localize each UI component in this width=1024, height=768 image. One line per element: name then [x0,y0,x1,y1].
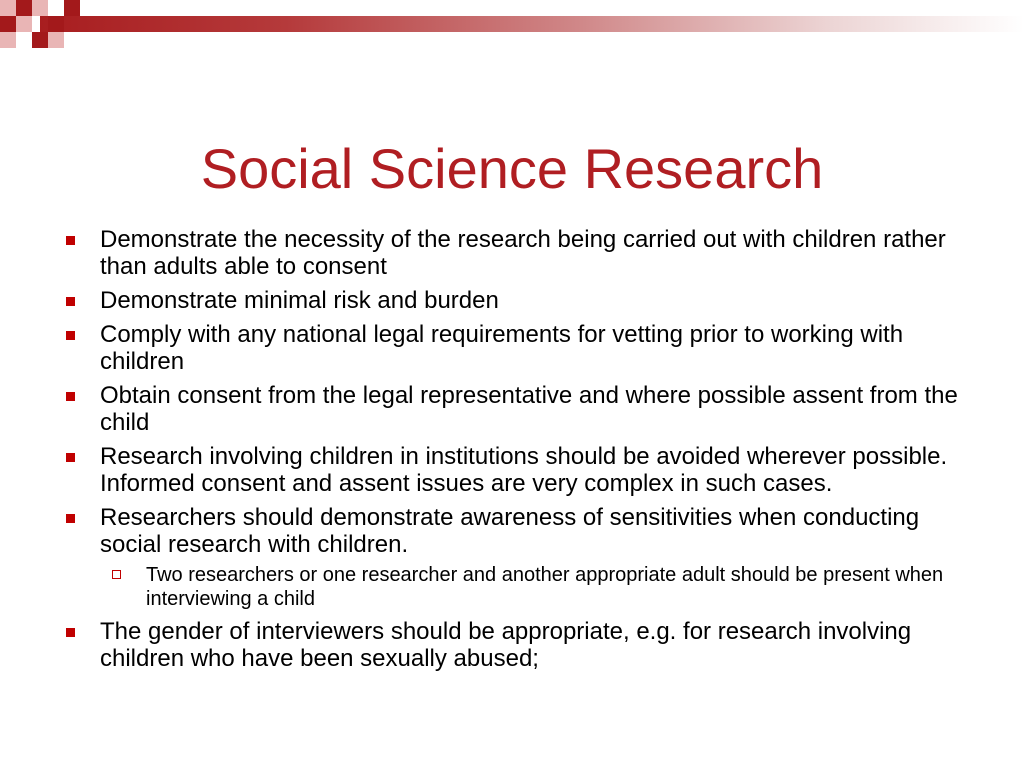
header-gradient-band [40,16,1024,32]
bullet-list [60,226,980,679]
filled-square-bullet-icon [66,628,75,637]
bullet-item [60,382,980,436]
decor-square-icon [48,32,64,48]
decor-square-icon [0,16,16,32]
decor-square-icon [32,32,48,48]
bullet-item [60,618,980,672]
bullet-item [60,226,980,280]
filled-square-bullet-icon [66,392,75,401]
decor-square-icon [48,16,64,32]
bullet-text: Comply with any national legal requirements for vetting prior to working with children [100,321,904,375]
sub-bullet-list [100,563,980,611]
decor-square-icon [0,0,16,16]
slide-title: Social Science Research [200,136,824,200]
decor-square-icon [32,0,48,16]
bullet-item [60,443,980,497]
bullet-text: Demonstrate the necessity of the research being carried out with children rather than adults able to consent [100,226,946,280]
decor-square-icon [0,32,16,48]
filled-square-bullet-icon [66,453,75,462]
bullet-text: Obtain consent from the legal representative and where possible assent from the child [100,382,958,436]
bullet-text: Demonstrate minimal risk and burden [100,287,499,314]
sub-bullet-item [100,563,980,611]
filled-square-bullet-icon [66,514,75,523]
bullet-item [60,504,980,611]
sub-bullet-text: Two researchers or one researcher and another appropriate adult should be present when interviewing a child [146,564,944,610]
filled-square-bullet-icon [66,297,75,306]
decor-square-icon [16,0,32,16]
bullet-item [60,321,980,375]
bullet-text: Researchers should demonstrate awareness of sensitivities when conducting social research with children. [100,504,920,558]
filled-square-bullet-icon [66,236,75,245]
filled-square-bullet-icon [66,331,75,340]
bullet-text: Research involving children in institutions should be avoided wherever possible. Informed consent and assent issues are very complex in such cases. [100,443,948,497]
bullet-text: The gender of interviewers should be appropriate, e.g. for research involving children who have been sexually abused; [100,618,912,672]
hollow-square-bullet-icon [112,570,121,579]
decor-square-icon [16,16,32,32]
bullet-item [60,287,980,314]
decor-square-icon [64,0,80,16]
